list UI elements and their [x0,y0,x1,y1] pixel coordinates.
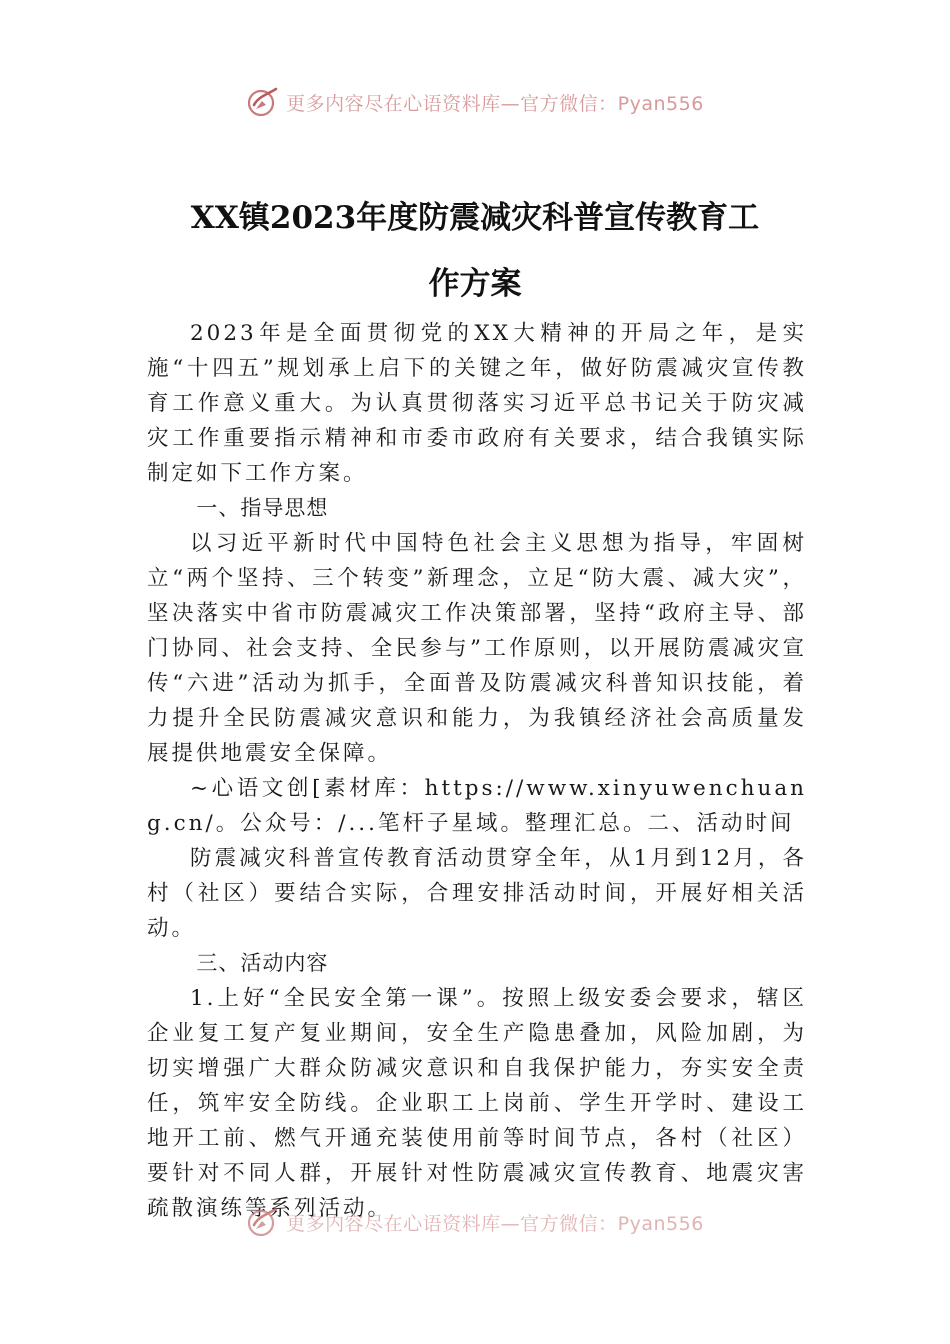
section-2-paragraph: 防震减灾科普宣传教育活动贯穿全年，从1月到12月，各村（社区）要结合实际，合理安排活动时间，开展好相关活动。 [147,846,807,941]
footer-banner-text: 更多内容尽在心语资料库—官方微信：Pyan556 [286,1212,704,1235]
pen-logo-icon [246,85,280,119]
section-1-heading: 一、指导思想 [196,496,329,520]
pen-logo-icon [246,1205,280,1239]
document-title-line-2: 作方案 [428,266,522,302]
header-banner-text: 更多内容尽在心语资料库—官方微信：Pyan556 [286,92,704,115]
section-3-item-1: 1.上好“全民安全第一课”。按照上级安委会要求，辖区企业复工复产复业期间，安全生产隐患叠加，风险加剧，为切实增强广大群众防减灾意识和自我保护能力，夯实安全责任，筑牢安全防线。企业职工上岗前、学生开学时、建设工地开工前、燃气开通充装使用前等时间节点，各村（社区）要针对不同人群，开展针对性防震减灾宣传教育、地震灾害疏散演练等系列活动。 [147,986,807,1221]
section-1-paragraph: 以习近平新时代中国特色社会主义思想为指导，牢固树立“两个坚持、三个转变”新理念，立足“防大震、减大灾”，坚决落实中省市防震减灾工作决策部署，坚持“政府主导、部门协同、社会支持、全民参与”工作原则，以开展防震减灾宣传“六进”活动为抓手，全面普及防震减灾科普知识技能，着力提升全民防震减灾意识和能力，为我镇经济社会高质量发展提供地震安全保障。 [147,531,807,766]
footer-banner [0,1202,950,1242]
document-body [147,316,807,1226]
section-3-heading: 三、活动内容 [196,951,329,975]
intro-paragraph: 2023年是全面贯彻党的XX大精神的开局之年，是实施“十四五”规划承上启下的关键之年，做好防震减灾宣传教育工作意义重大。为认真贯彻落实习近平总书记关于防灾减灾工作重要指示精神和市委市政府有关要求，结合我镇实际制定如下工作方案。 [147,321,807,486]
watermark-and-section-2-heading: ~心语文创[素材库：https://www.xinyuwenchuang.cn/。公众号：/...笔杆子星域。整理汇总。二、活动时间 [147,776,807,836]
header-banner [0,82,950,122]
document-title-line-1: XX镇2023年度防震减灾科普宣传教育工 [190,200,760,236]
